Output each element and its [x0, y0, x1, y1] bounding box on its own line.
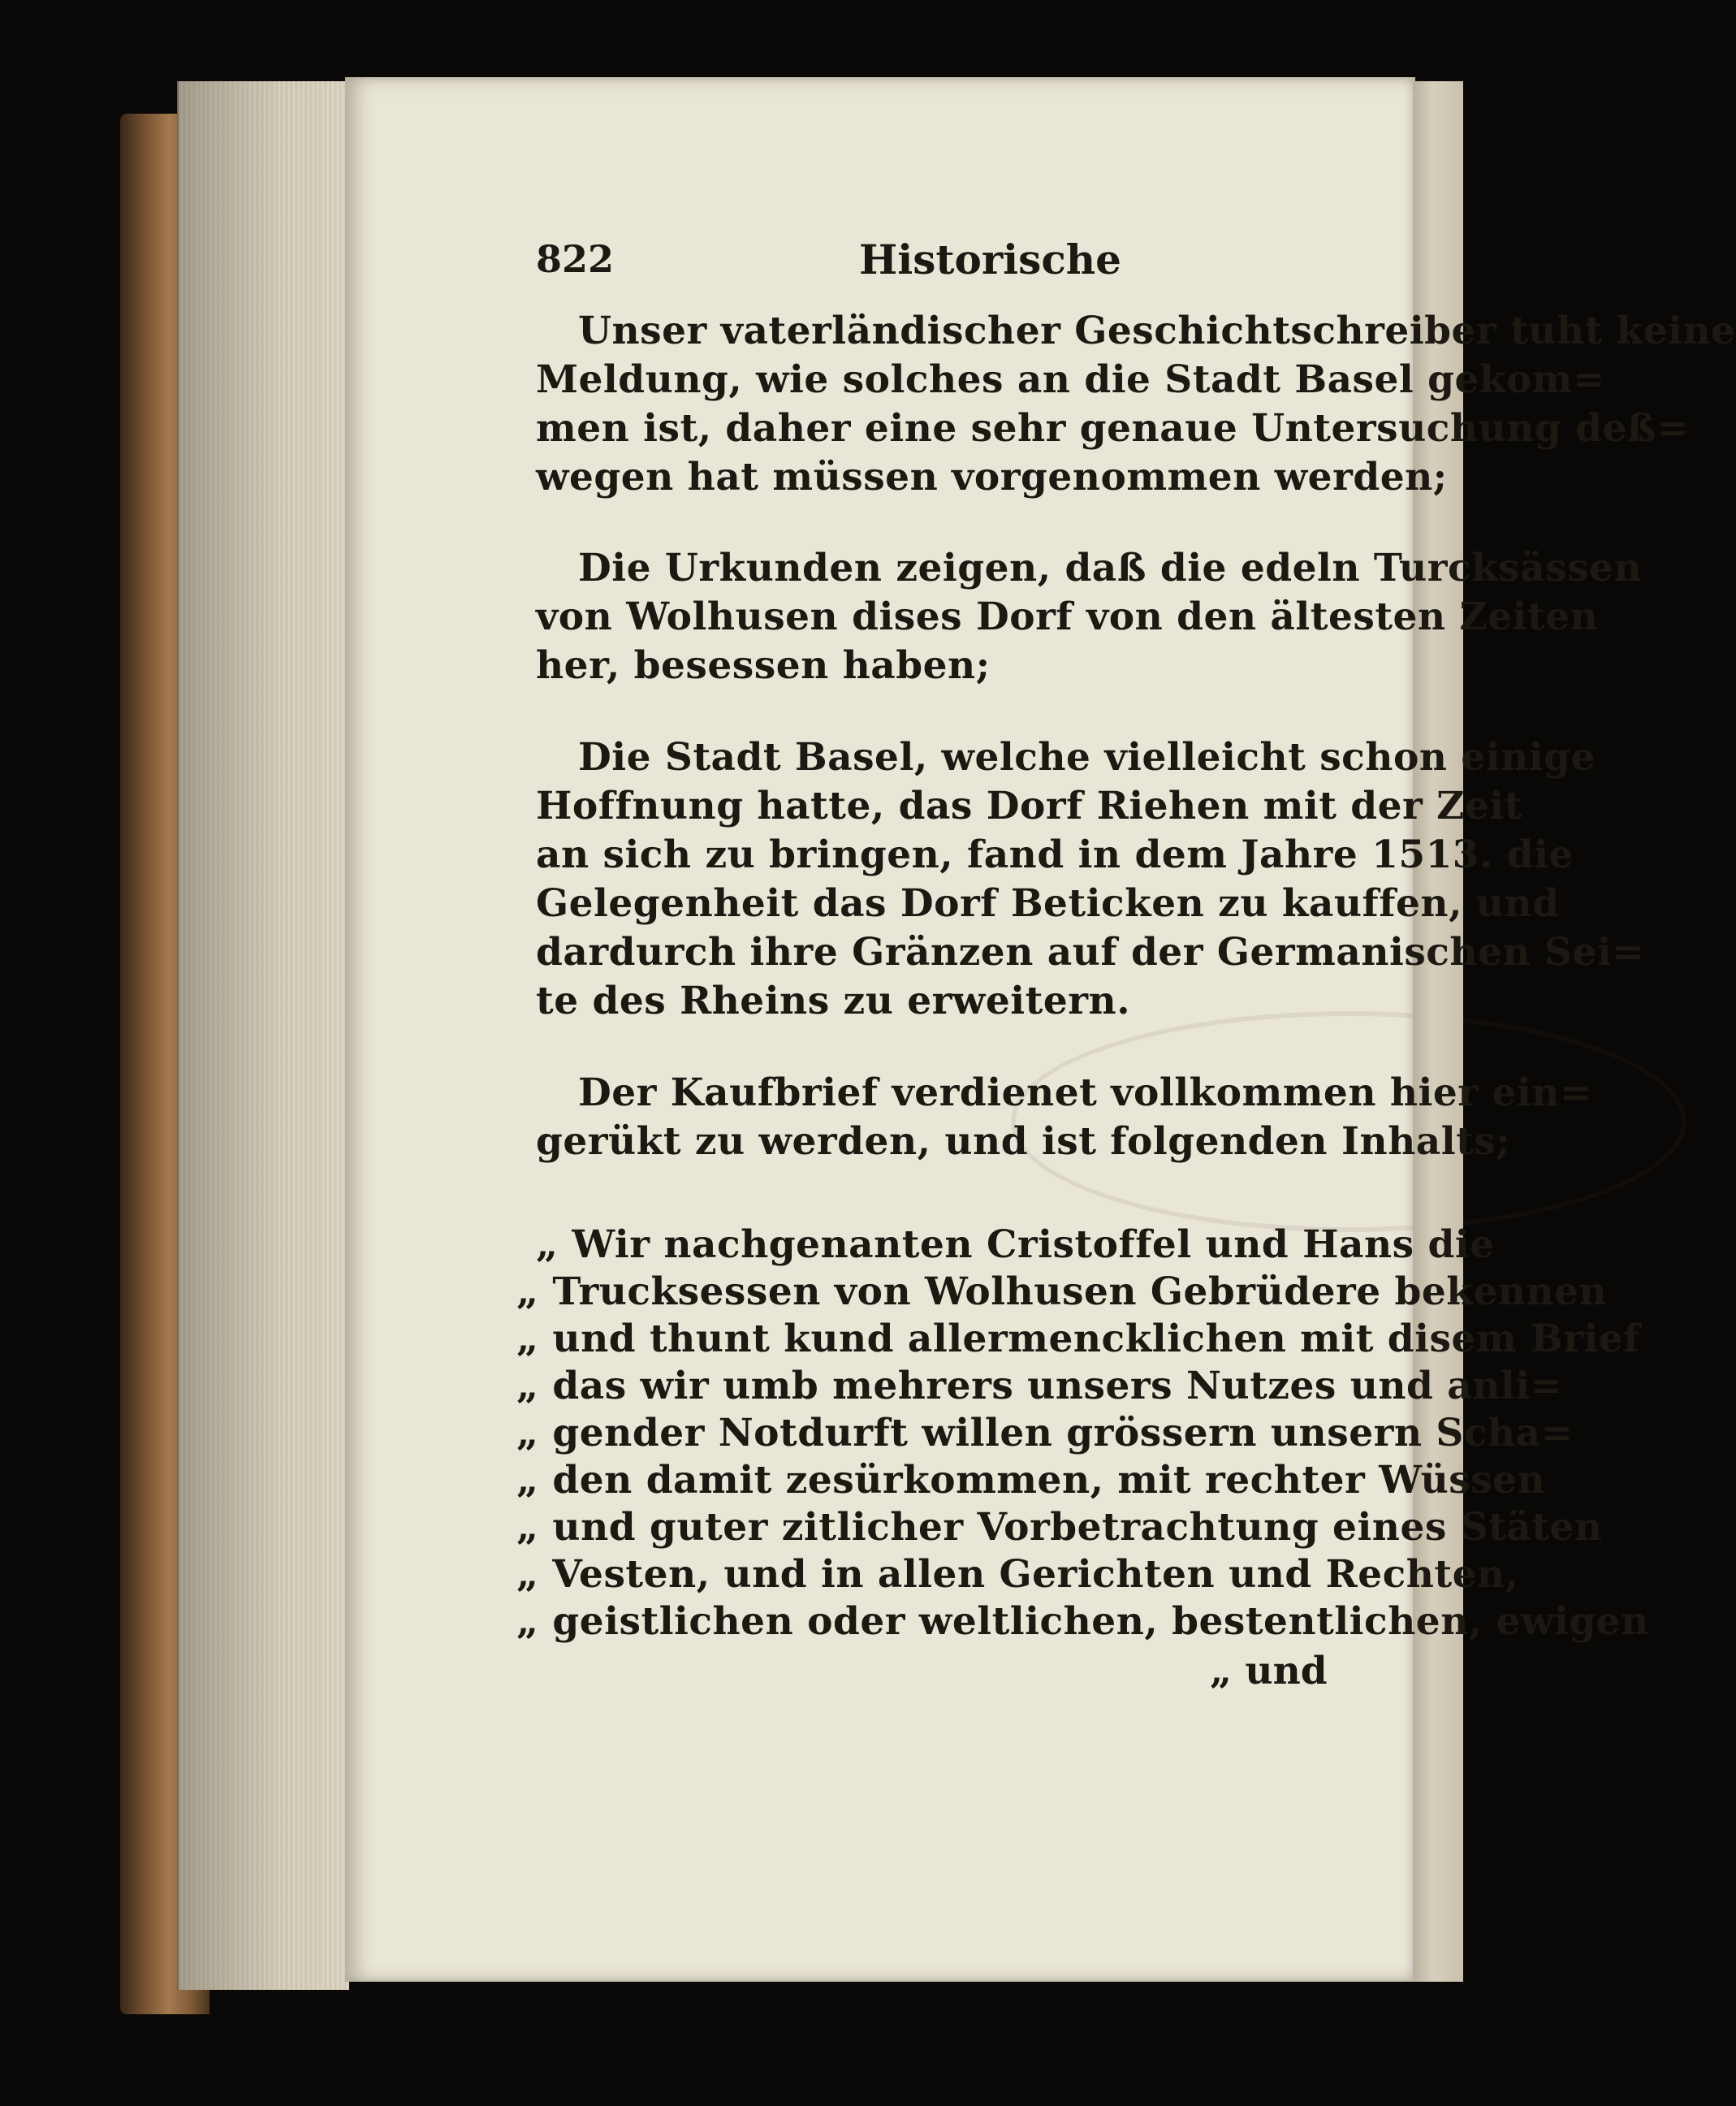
text-line: „ geistlichen oder weltlichen, bestentlichen, ewigen	[516, 1599, 1649, 1644]
text-line: dardurch ihre Gränzen auf der Germanischen Sei=	[536, 930, 1645, 975]
text-line: „ gender Notdurft willen grössern unsern Scha=	[516, 1411, 1574, 1455]
text-line: an sich zu bringen, fand in dem Jahre 1513. die	[536, 832, 1574, 877]
text-line: „ Wir nachgenanten Cristoffel und Hans die	[536, 1222, 1495, 1267]
text-line: Gelegenheit das Dorf Beticken zu kauffen, und	[536, 881, 1560, 926]
text-line: wegen hat müssen vorgenommen werden;	[536, 455, 1448, 499]
text-line: gerükt zu werden, und ist folgenden Inhalts;	[536, 1119, 1511, 1164]
text-line: Die Stadt Basel, welche vielleicht schon einige	[578, 735, 1596, 780]
text-line: „ Vesten, und in allen Gerichten und Rechten,	[516, 1552, 1519, 1597]
text-line: „ den damit zesürkommen, mit rechter Wüssen	[516, 1458, 1546, 1503]
text-line: Unser vaterländischer Geschichtschreiber tuht keine	[578, 309, 1736, 353]
text-line: men ist, daher eine sehr genaue Untersuchung deß=	[536, 406, 1689, 451]
text-line: „ das wir umb mehrers unsers Nutzes und anli=	[516, 1364, 1563, 1408]
running-title: Historische	[859, 236, 1121, 283]
text-line: Hoffnung hatte, das Dorf Riehen mit der Zeit	[536, 784, 1522, 828]
text-line: „ Trucksessen von Wolhusen Gebrüdere bekennen	[516, 1269, 1608, 1314]
text-line: te des Rheins zu erweitern.	[536, 979, 1131, 1023]
catchword: „ und	[1210, 1649, 1328, 1693]
text-line: Der Kaufbrief verdienet vollkommen hier ein=	[578, 1070, 1592, 1115]
text-line: „ und thunt kund allermencklichen mit disem Brief	[516, 1317, 1640, 1361]
text-line: Die Urkunden zeigen, daß die edeln Turcksässen	[578, 546, 1643, 590]
text-line: her, besessen haben;	[536, 643, 991, 688]
page-block-shadow	[177, 81, 348, 1990]
text-line: von Wolhusen dises Dorf von den ältesten Zeiten	[536, 595, 1599, 639]
text-line: „ und guter zitlicher Vorbetrachtung eines Stäten	[516, 1505, 1603, 1550]
page-number: 822	[536, 237, 615, 281]
text-line: Meldung, wie solches an die Stadt Basel gekom=	[536, 357, 1605, 402]
